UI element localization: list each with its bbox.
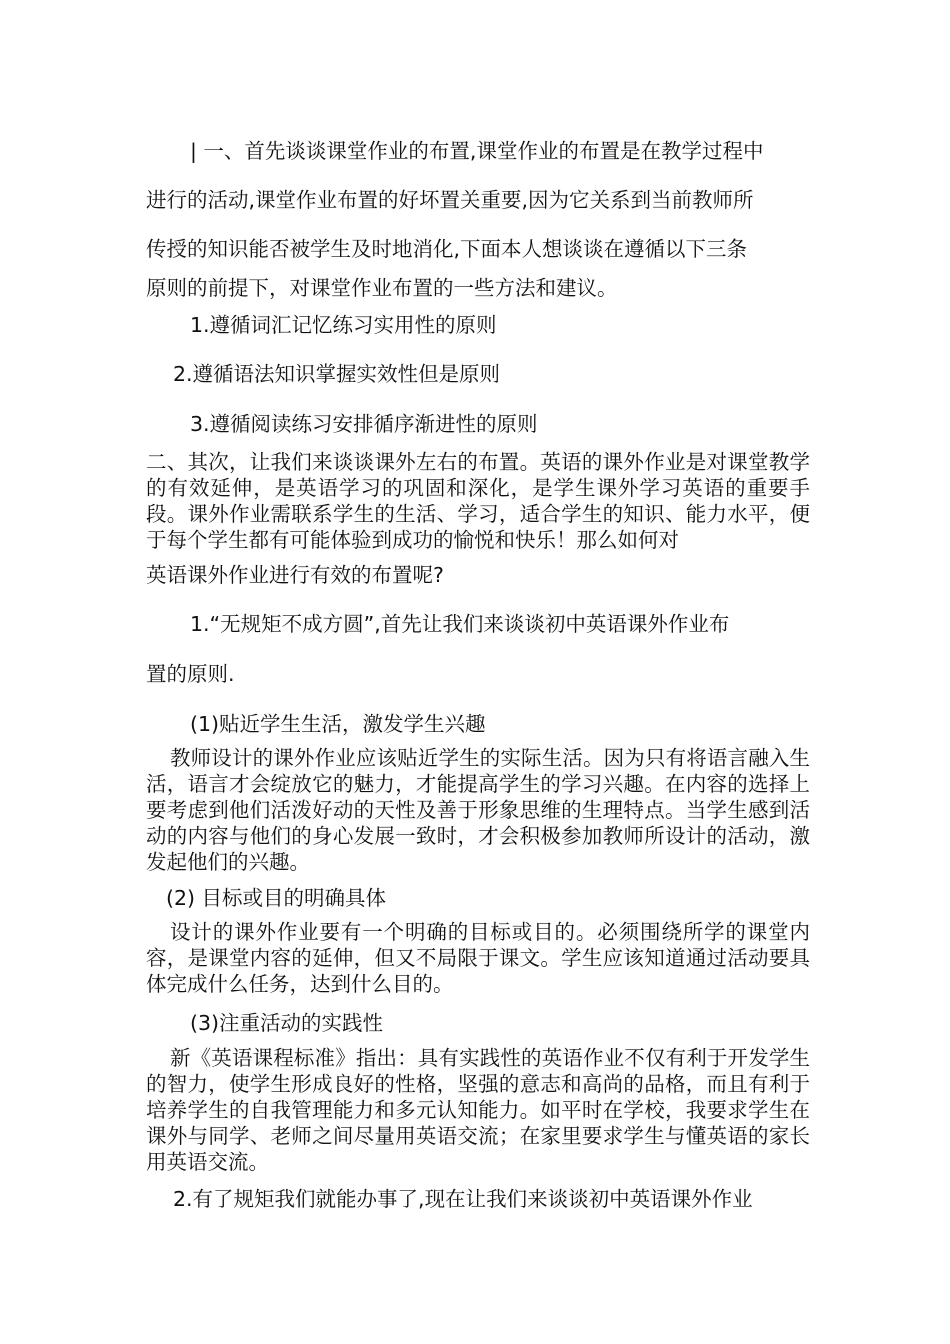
principle-1: 1.遵循词汇记忆练习实用性的原则 [190, 313, 497, 337]
sub2-title: (2) 目标或目的明确具体 [166, 886, 387, 910]
section1-line-3: 传授的知识能否被学生及时地消化,下面本人想谈谈在遵循以下三条 [146, 237, 748, 261]
point1-line-2: 置的原则. [146, 662, 235, 686]
section1-line-4: 原则的前提下，对课堂作业布置的一些方法和建议。 [146, 276, 618, 300]
sub3-title: (3)注重活动的实践性 [190, 1011, 384, 1035]
sub1-body: 教师设计的课外作业应该贴近学生的实际生活。因为只有将语言融入生活，语言才会绽放它的魅力，才能提高学生的学习兴趣。在内容的选择上要考虑到他们活泼好动的天性及善于形象思维的生理特点。当学生感到活动的内容与他们的身心发展一致时，才会积极参加教师所设计的活动，激发起他们的兴趣。 [146, 746, 810, 874]
principle-3: 3.遵循阅读练习安排循序渐进性的原则 [190, 412, 538, 436]
section2-intro-tail: 英语课外作业进行有效的布置呢? [146, 563, 444, 587]
section1-line-1: | 一、首先谈谈课堂作业的布置,课堂作业的布置是在教学过程中 [190, 139, 764, 163]
point2-line-1: 2.有了规矩我们就能办事了,现在让我们来谈谈初中英语课外作业 [173, 1187, 753, 1211]
sub1-title: (1)贴近学生生活，激发学生兴趣 [190, 712, 486, 736]
section1-line-2: 进行的活动,课堂作业布置的好坏置关重要,因为它关系到当前教师所 [146, 188, 754, 212]
point1-line-1: 1.“无规矩不成方圆”,首先让我们来谈谈初中英语课外作业布 [190, 612, 730, 636]
principle-2: 2.遵循语法知识掌握实效性但是原则 [173, 362, 501, 386]
sub3-body: 新《英语课程标准》指出：具有实践性的英语作业不仅有利于开发学生的智力，使学生形成良好的性格，坚强的意志和高尚的品格，而且有利于培养学生的自我管理能力和多元认知能力。如平时在学校，我要求学生在课外与同学、老师之间尽量用英语交流；在家里要求学生与懂英语的家长用英语交流。 [146, 1046, 810, 1174]
section2-intro: 二、其次，让我们来谈谈课外左右的布置。英语的课外作业是对课堂教学的有效延伸，是英语学习的巩固和深化，是学生课外学习英语的重要手段。课外作业需联系学生的生活、学习，适合学生的知识、能力水平，便于每个学生都有可能体验到成功的愉悦和快乐！那么如何对 [146, 450, 810, 552]
sub2-body: 设计的课外作业要有一个明确的目标或目的。必须围绕所学的课堂内容，是课堂内容的延伸，但又不局限于课文。学生应该知道通过活动要具体完成什么任务，达到什么目的。 [146, 920, 810, 996]
